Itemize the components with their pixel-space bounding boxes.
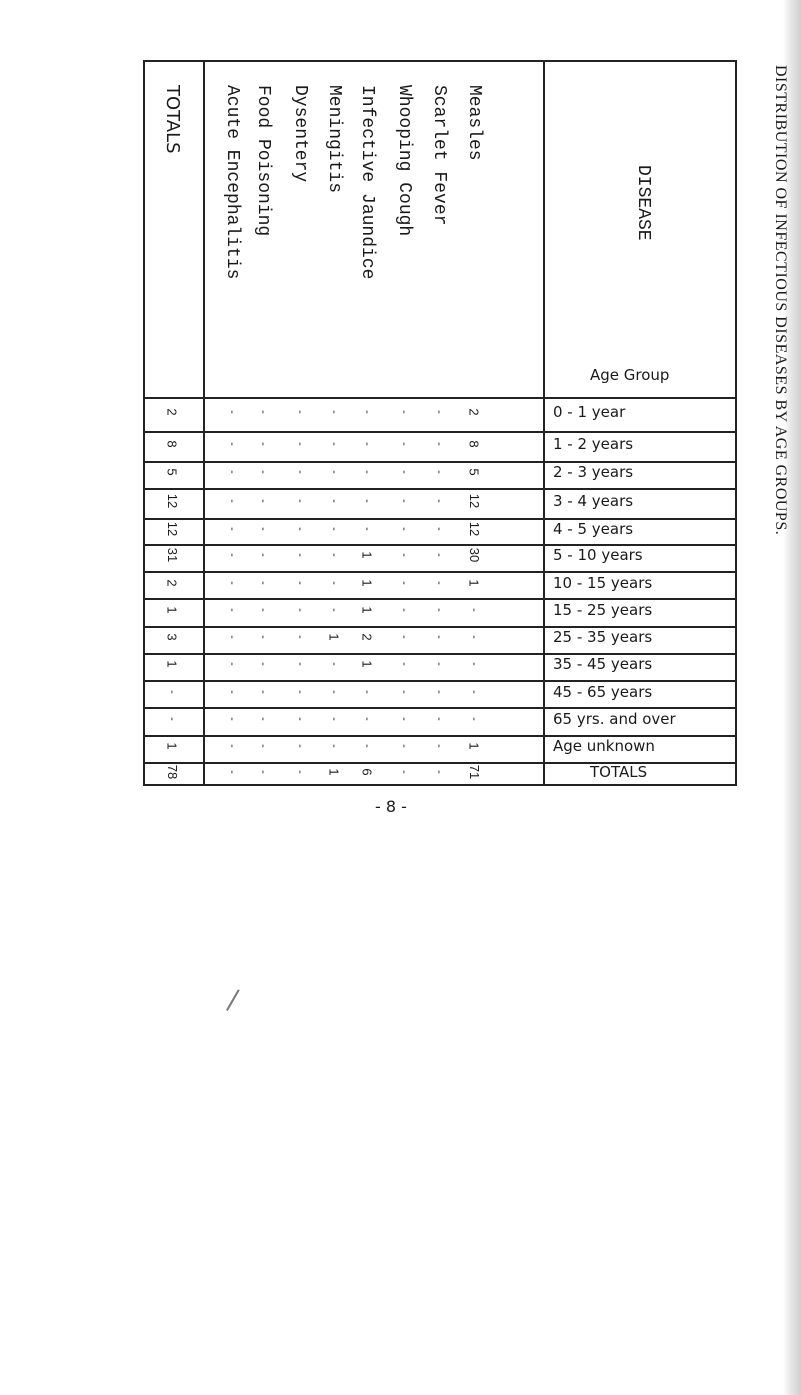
age-group-label: 4 - 5 years: [553, 519, 634, 538]
column-header-meningitis: Meningitis: [324, 85, 344, 194]
table-cell-food-poisoning: -: [256, 717, 269, 721]
table-cell-scarlet-fever: -: [432, 689, 445, 694]
table-cell-acute-encephalitis: -: [225, 717, 238, 721]
row-divider: [145, 431, 735, 433]
table-cell-dysentery: -: [293, 553, 306, 558]
column-header-whooping-cough: Whooping Cough: [394, 85, 414, 237]
table-cell-food-poisoning: -: [256, 635, 269, 640]
age-group-label: Age unknown: [553, 737, 655, 756]
table-cell-infective-jaundice: -: [360, 689, 373, 694]
table-cell-totals: -: [165, 717, 178, 721]
table-cell-infective-jaundice: -: [360, 526, 373, 531]
table-cell-scarlet-fever: -: [432, 770, 445, 774]
table-cell-acute-encephalitis: -: [225, 470, 238, 475]
table-cell-food-poisoning: -: [256, 689, 269, 694]
table-cell-totals: -: [165, 689, 178, 694]
table-cell-whooping-cough: -: [397, 689, 410, 694]
table-cell-measles: -: [467, 717, 480, 721]
table-cell-totals: 12: [165, 493, 180, 509]
age-group-label: 2 - 3 years: [553, 463, 634, 482]
table-cell-meningitis: -: [327, 470, 340, 475]
table-cell-whooping-cough: -: [397, 470, 410, 475]
table-cell-scarlet-fever: -: [432, 498, 445, 503]
age-group-label: 1 - 2 years: [553, 434, 634, 453]
table-cell-acute-encephalitis: -: [225, 498, 238, 503]
age-group-label: 5 - 10 years: [553, 546, 643, 565]
table-cell-infective-jaundice: 2: [359, 633, 375, 641]
column-header-scarlet-fever: Scarlet Fever: [429, 85, 449, 226]
table-cell-acute-encephalitis: -: [225, 580, 238, 585]
table-cell-totals: 2: [164, 408, 180, 416]
table-cell-scarlet-fever: -: [432, 410, 445, 414]
table-cell-acute-encephalitis: -: [225, 662, 238, 667]
table-cell-meningitis: -: [327, 498, 340, 503]
column-header-food-poisoning: Food Poisoning: [253, 85, 273, 237]
disease-header: DISEASE: [633, 165, 653, 241]
table-cell-meningitis: -: [327, 608, 340, 612]
table-cell-totals: 1: [164, 660, 180, 669]
age-group-label: 10 - 15 years: [553, 573, 653, 592]
table-cell-infective-jaundice: 1: [359, 551, 375, 559]
table-cell-meningitis: -: [327, 662, 340, 667]
table-cell-scarlet-fever: -: [432, 526, 445, 531]
table-cell-whooping-cough: -: [397, 744, 410, 749]
age-group-label: 45 - 65 years: [553, 682, 653, 701]
table-cell-whooping-cough: -: [397, 553, 410, 558]
page-number: - 8 -: [375, 797, 407, 816]
table-cell-infective-jaundice: -: [360, 744, 373, 749]
row-divider: [145, 488, 735, 490]
column-header-totals: TOTALS: [162, 85, 183, 154]
age-group-label: 25 - 35 years: [553, 628, 653, 647]
document-title: DISTRIBUTION OF INFECTIOUS DISEASES BY AGE GROUPS.: [772, 65, 789, 536]
table-cell-acute-encephalitis: -: [225, 770, 238, 774]
table-cell-measles: 12: [467, 493, 482, 509]
table-cell-measles: 12: [467, 521, 482, 536]
table-cell-dysentery: -: [293, 470, 306, 475]
table-cell-acute-encephalitis: -: [225, 608, 238, 612]
age-group-label: TOTALS: [590, 762, 648, 781]
table-cell-infective-jaundice: -: [360, 410, 373, 414]
table-cell-food-poisoning: -: [256, 441, 269, 446]
column-divider: [543, 62, 545, 784]
table-cell-food-poisoning: -: [256, 662, 269, 667]
table-cell-whooping-cough: -: [397, 608, 410, 612]
table-cell-infective-jaundice: -: [360, 441, 373, 446]
table-cell-totals: 78: [165, 764, 180, 780]
column-header-infective-jaundice: Infective Jaundice: [357, 85, 377, 280]
table-cell-measles: 5: [466, 468, 482, 476]
age-group-header: Age Group: [590, 366, 670, 384]
table-cell-meningitis: -: [327, 441, 340, 446]
table-cell-infective-jaundice: 6: [359, 768, 375, 776]
table-cell-whooping-cough: -: [397, 770, 410, 774]
table-cell-scarlet-fever: -: [432, 441, 445, 446]
table-cell-totals: 1: [164, 742, 180, 750]
table-cell-dysentery: -: [293, 526, 306, 531]
table-cell-totals: 3: [164, 633, 180, 641]
pencil-mark: [226, 989, 240, 1011]
table-cell-totals: 12: [165, 521, 180, 536]
table-cell-dysentery: -: [293, 717, 306, 721]
table-cell-scarlet-fever: -: [432, 717, 445, 721]
table-cell-dysentery: -: [293, 689, 306, 694]
table-cell-measles: 8: [466, 440, 482, 448]
table-cell-food-poisoning: -: [256, 553, 269, 558]
table-cell-totals: 2: [164, 578, 180, 587]
table-cell-food-poisoning: -: [256, 744, 269, 749]
table-cell-meningitis: -: [327, 526, 340, 531]
table-cell-whooping-cough: -: [397, 662, 410, 667]
table-cell-measles: -: [467, 689, 480, 694]
column-header-acute-encephalitis: Acute Encephalitis: [222, 85, 242, 280]
column-divider: [203, 62, 205, 784]
age-group-label: 0 - 1 year: [553, 402, 626, 421]
table-cell-acute-encephalitis: -: [225, 635, 238, 640]
table-cell-food-poisoning: -: [256, 410, 269, 414]
table-cell-dysentery: -: [293, 744, 306, 749]
table-cell-scarlet-fever: -: [432, 608, 445, 612]
table-cell-meningitis: -: [327, 580, 340, 585]
table-cell-meningitis: 1: [326, 768, 342, 776]
table-cell-food-poisoning: -: [256, 470, 269, 475]
table-cell-totals: 31: [165, 548, 180, 563]
table-cell-food-poisoning: -: [256, 608, 269, 612]
table-cell-food-poisoning: -: [256, 770, 269, 774]
table-cell-scarlet-fever: -: [432, 470, 445, 475]
table-cell-whooping-cough: -: [397, 441, 410, 446]
age-group-label: 3 - 4 years: [553, 491, 634, 510]
table-cell-infective-jaundice: -: [360, 717, 373, 721]
table-cell-dysentery: -: [293, 608, 306, 612]
table-cell-infective-jaundice: 1: [359, 578, 375, 587]
table-cell-meningitis: 1: [326, 633, 342, 641]
table-cell-totals: 1: [164, 606, 180, 614]
table-cell-meningitis: -: [327, 717, 340, 721]
age-group-label: 65 yrs. and over: [553, 710, 676, 728]
table-cell-acute-encephalitis: -: [225, 553, 238, 558]
table-cell-acute-encephalitis: -: [225, 526, 238, 531]
table-cell-meningitis: -: [327, 553, 340, 558]
table-cell-measles: -: [467, 608, 480, 612]
column-header-measles: Measles: [464, 85, 484, 161]
table-cell-acute-encephalitis: -: [225, 689, 238, 694]
table-cell-acute-encephalitis: -: [225, 441, 238, 446]
table-cell-measles: 1: [466, 742, 482, 750]
table-cell-whooping-cough: -: [397, 498, 410, 503]
table-cell-measles: 1: [466, 578, 482, 587]
table-cell-dysentery: -: [293, 635, 306, 640]
table-cell-dysentery: -: [293, 498, 306, 503]
table-cell-meningitis: -: [327, 410, 340, 414]
table-cell-whooping-cough: -: [397, 410, 410, 414]
column-header-dysentery: Dysentery: [290, 85, 310, 183]
table-cell-dysentery: -: [293, 770, 306, 774]
table-cell-measles: 2: [466, 408, 482, 416]
table-cell-dysentery: -: [293, 580, 306, 585]
table-cell-meningitis: -: [327, 689, 340, 694]
age-group-label: 35 - 45 years: [553, 655, 653, 674]
table-cell-whooping-cough: -: [397, 580, 410, 585]
table-cell-scarlet-fever: -: [432, 580, 445, 585]
row-divider: [145, 397, 735, 399]
table-cell-scarlet-fever: -: [432, 662, 445, 667]
table-cell-infective-jaundice: 1: [359, 606, 375, 614]
table-cell-dysentery: -: [293, 410, 306, 414]
table-cell-dysentery: -: [293, 441, 306, 446]
table-cell-food-poisoning: -: [256, 498, 269, 503]
table-cell-acute-encephalitis: -: [225, 744, 238, 749]
table-cell-whooping-cough: -: [397, 526, 410, 531]
table-cell-measles: 71: [467, 764, 482, 780]
table-cell-measles: -: [467, 662, 480, 667]
table-cell-scarlet-fever: -: [432, 635, 445, 640]
table-cell-acute-encephalitis: -: [225, 410, 238, 414]
table-cell-scarlet-fever: -: [432, 744, 445, 749]
table-cell-totals: 8: [164, 440, 180, 448]
table-cell-whooping-cough: -: [397, 717, 410, 721]
table-cell-scarlet-fever: -: [432, 553, 445, 558]
table-cell-infective-jaundice: -: [360, 498, 373, 503]
table-cell-meningitis: -: [327, 744, 340, 749]
table-cell-infective-jaundice: -: [360, 470, 373, 475]
table-cell-totals: 5: [164, 468, 180, 476]
table-cell-dysentery: -: [293, 662, 306, 667]
table-cell-food-poisoning: -: [256, 580, 269, 585]
table-cell-whooping-cough: -: [397, 635, 410, 640]
table-cell-infective-jaundice: 1: [359, 660, 375, 669]
table-cell-measles: -: [467, 635, 480, 640]
table-cell-food-poisoning: -: [256, 526, 269, 531]
table-cell-measles: 30: [467, 548, 482, 563]
age-group-label: 15 - 25 years: [553, 600, 653, 619]
